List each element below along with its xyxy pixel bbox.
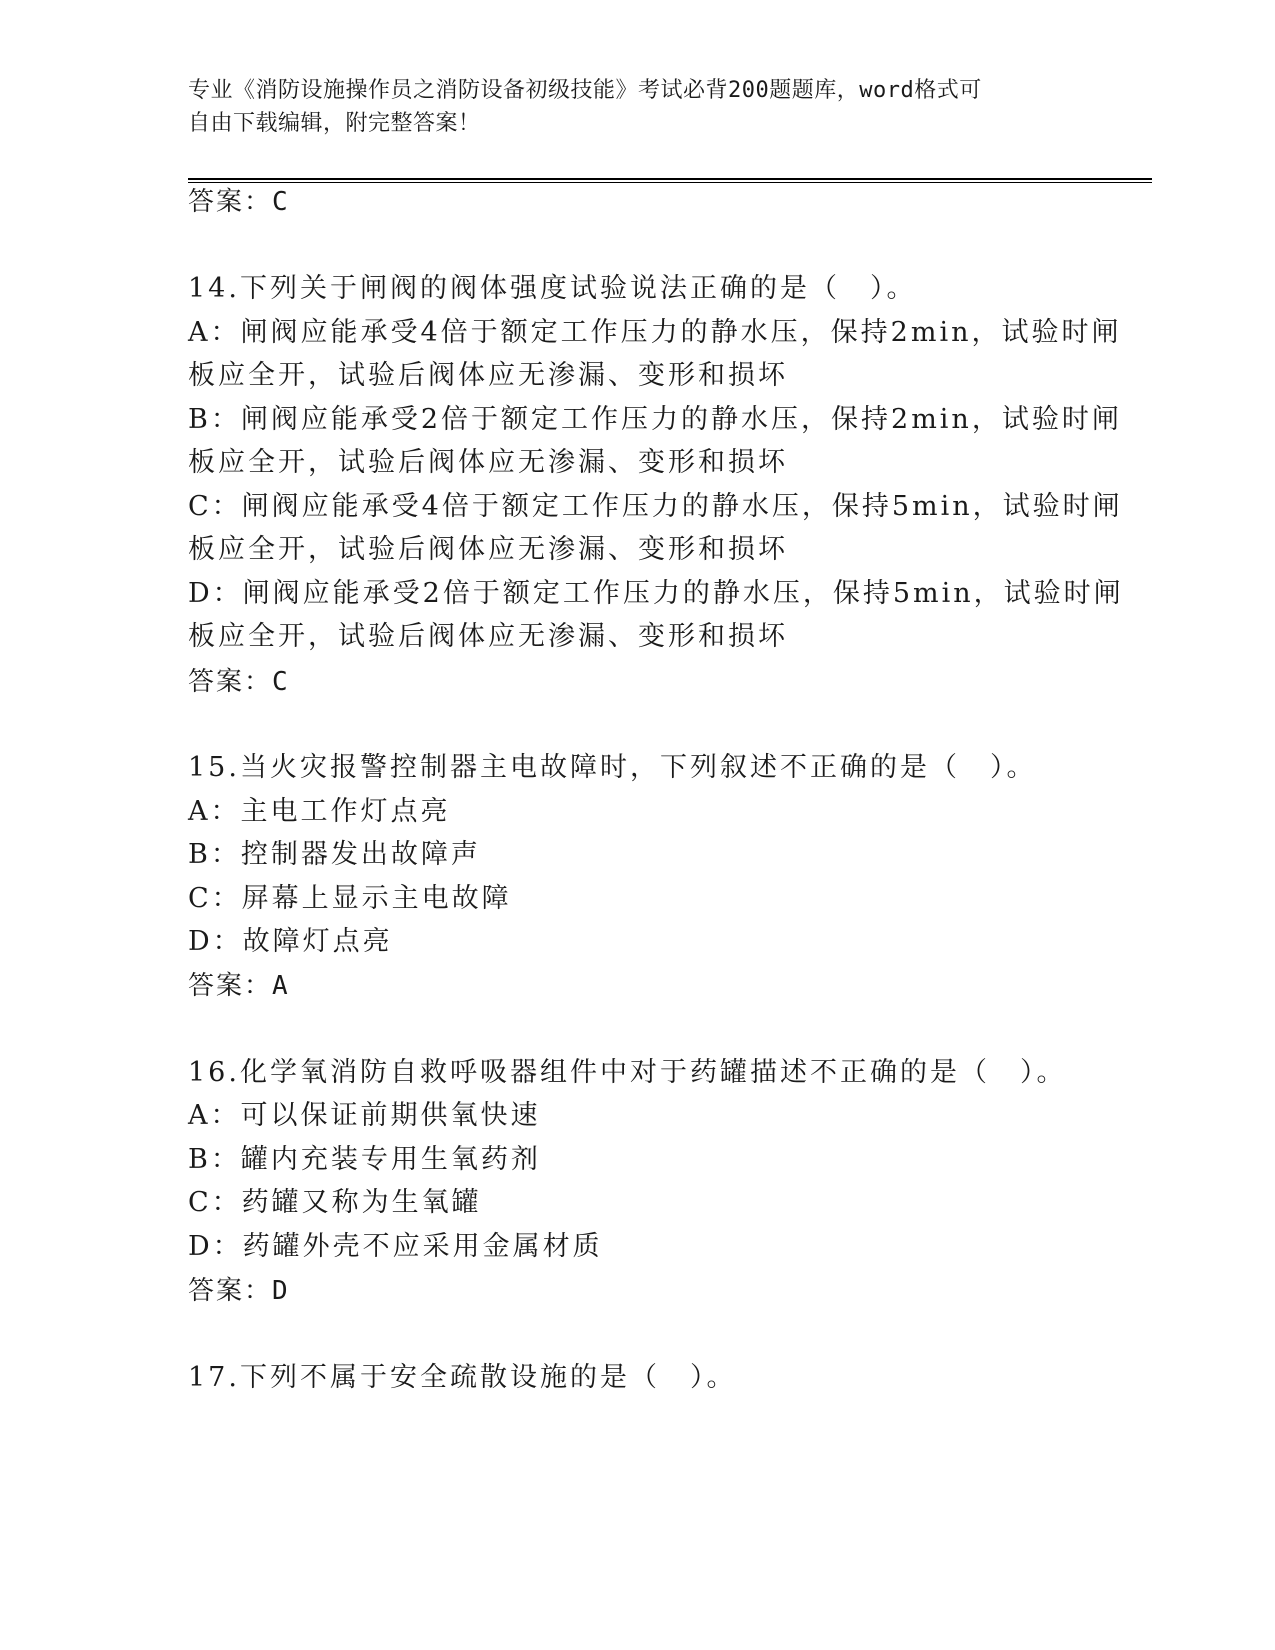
option-c-line-2: 板应全开，试验后阀体应无渗漏、变形和损坏 — [188, 534, 788, 565]
header-line-2: 自由下载编辑，附完整答案！ — [188, 111, 481, 136]
answer-line: 答案：C — [188, 667, 290, 697]
answer-line: 答案：A — [188, 971, 290, 1001]
option-c: C：屏幕上显示主电故障 — [188, 883, 512, 914]
option-b: B：控制器发出故障声 — [188, 839, 481, 870]
option-d: D：故障灯点亮 — [188, 926, 393, 957]
option-d-line-2: 板应全开，试验后阀体应无渗漏、变形和损坏 — [188, 621, 788, 652]
option-c-line-1: C：闸阀应能承受4倍于额定工作压力的静水压，保持5min，试验时闸 — [188, 491, 1123, 522]
option-a-line-1: A：闸阀应能承受4倍于额定工作压力的静水压，保持2min，试验时闸 — [188, 317, 1122, 348]
option-d: D：药罐外壳不应采用金属材质 — [188, 1231, 603, 1262]
document-header — [188, 74, 1068, 140]
option-b-line-1: B：闸阀应能承受2倍于额定工作压力的静水压，保持2min，试验时闸 — [188, 404, 1122, 435]
question-stem: 16.化学氧消防自救呼吸器组件中对于药罐描述不正确的是（ ）。 — [188, 1057, 1067, 1088]
option-b: B：罐内充装专用生氧药剂 — [188, 1144, 541, 1175]
option-d-line-1: D：闸阀应能承受2倍于额定工作压力的静水压，保持5min，试验时闸 — [188, 578, 1124, 609]
answer-line: 答案：D — [188, 1276, 290, 1306]
option-c: C：药罐又称为生氧罐 — [188, 1187, 482, 1218]
option-b-line-2: 板应全开，试验后阀体应无渗漏、变形和损坏 — [188, 447, 788, 478]
answer-line: 答案：C — [188, 187, 290, 217]
option-a: A：主电工作灯点亮 — [188, 796, 451, 827]
question-stem: 17.下列不属于安全疏散设施的是（ ）。 — [188, 1362, 737, 1393]
header-divider — [188, 178, 1152, 183]
question-stem: 14.下列关于闸阀的阀体强度试验说法正确的是（ ）。 — [188, 273, 917, 304]
question-stem: 15.当火灾报警控制器主电故障时，下列叙述不正确的是（ ）。 — [188, 752, 1037, 783]
option-a: A：可以保证前期供氧快速 — [188, 1100, 541, 1131]
header-line-1: 专业《消防设施操作员之消防设备初级技能》考试必背200题题库，word格式可 — [188, 78, 982, 103]
option-a-line-2: 板应全开，试验后阀体应无渗漏、变形和损坏 — [188, 360, 788, 391]
